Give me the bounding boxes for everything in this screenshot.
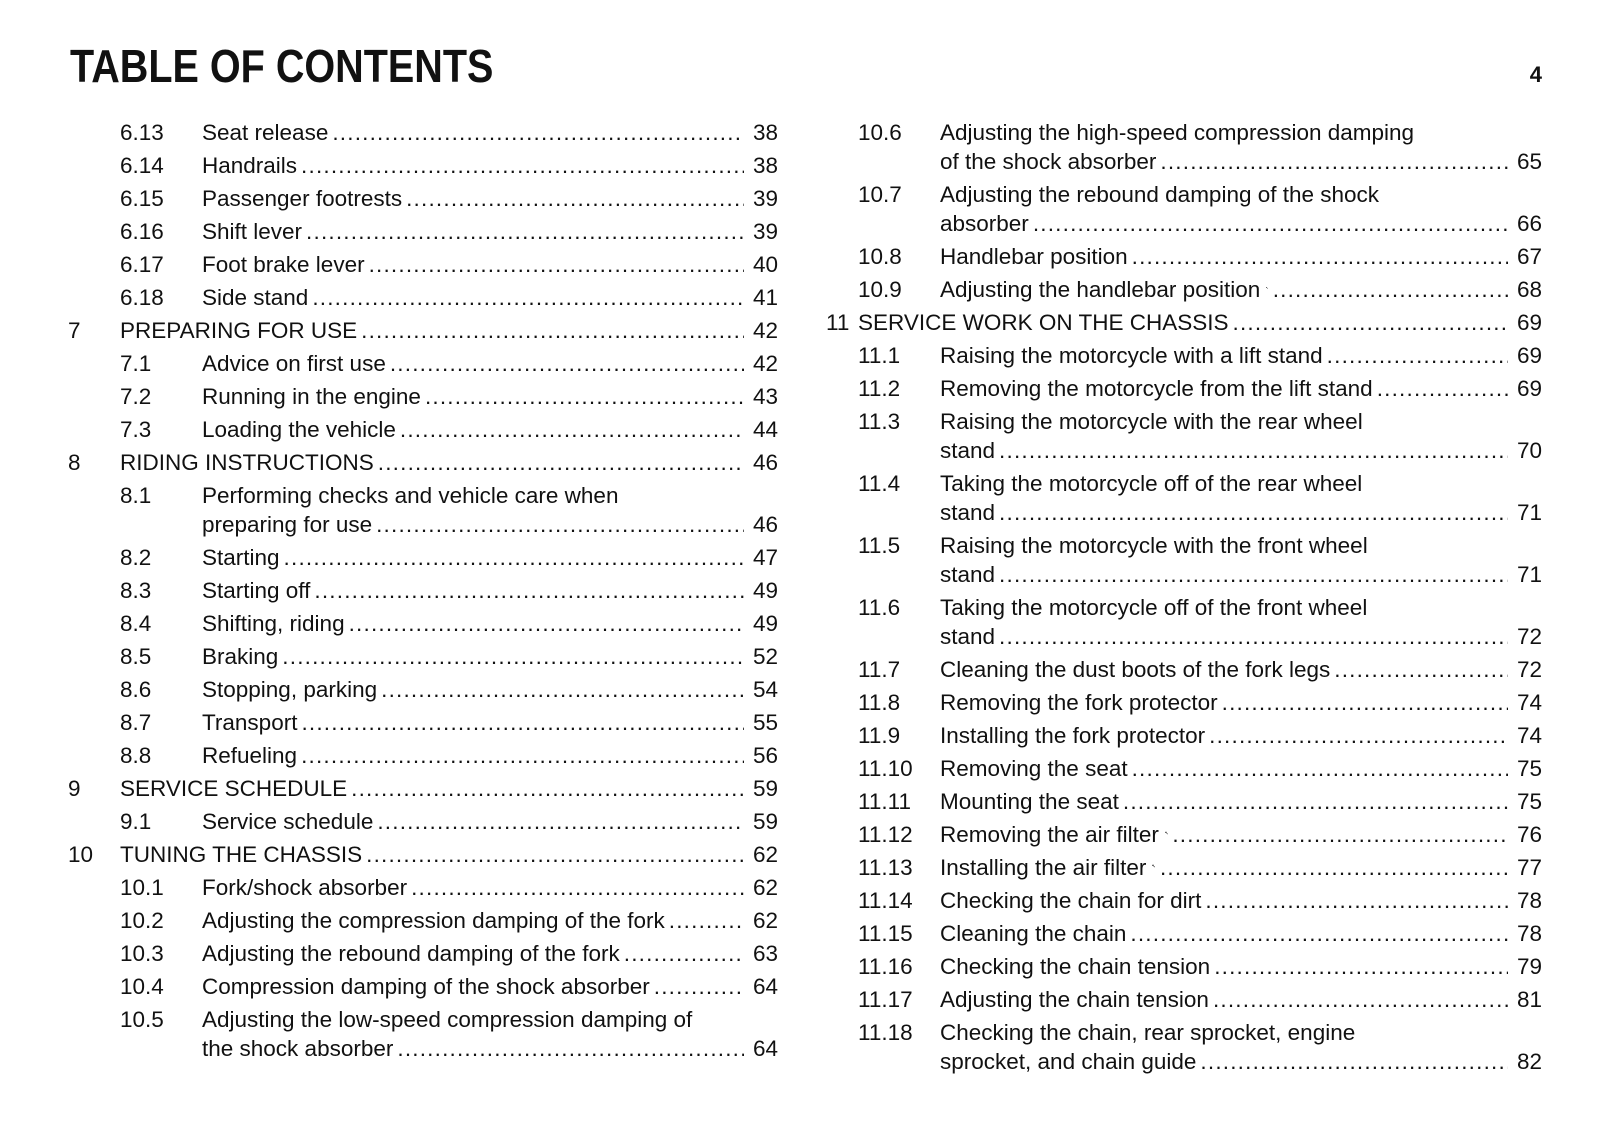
toc-entry-title: stand xyxy=(940,500,996,525)
toc-entry[interactable] xyxy=(826,308,1542,337)
toc-entry-number: 11.16 xyxy=(858,954,913,979)
toc-entry-number: 10.5 xyxy=(120,1007,164,1032)
toc-entry-number: 11.17 xyxy=(858,987,913,1012)
toc-entry[interactable] xyxy=(826,688,1542,717)
dot-leader xyxy=(369,250,744,279)
toc-entry-number: 11.11 xyxy=(858,789,911,814)
toc-entry-number: 10.1 xyxy=(120,875,164,900)
page-number: 4 xyxy=(1529,62,1542,87)
toc-entry-number: 8.7 xyxy=(120,710,152,735)
toc-entry-number: 8.6 xyxy=(120,677,152,702)
toc-entry-number: 11 xyxy=(826,310,850,335)
page-title: TABLE OF CONTENTS xyxy=(70,40,494,92)
toc-entry[interactable] xyxy=(826,985,1542,1014)
toc-entry-number: 7 xyxy=(68,318,81,343)
toc-entry[interactable] xyxy=(68,675,778,704)
toc-entry-number: 11.4 xyxy=(858,471,901,496)
toc-entry-number: 10.2 xyxy=(120,908,164,933)
toc-entry-title: the shock absorber xyxy=(202,1036,394,1061)
toc-entry-title: Starting xyxy=(202,545,280,570)
toc-entry-page: 69 xyxy=(1516,310,1542,335)
toc-entry-title: stand xyxy=(940,624,996,649)
toc-entry-page: 43 xyxy=(752,384,778,409)
toc-entry-page: 44 xyxy=(752,417,778,442)
toc-entry-number: 10.3 xyxy=(120,941,164,966)
toc-entry-page: 39 xyxy=(752,186,778,211)
toc-entry-title: stand xyxy=(940,562,996,587)
dot-leader xyxy=(654,972,744,1001)
toc-entry[interactable] xyxy=(68,576,778,605)
toc-entry-page: 42 xyxy=(752,318,778,343)
toc-entry[interactable] xyxy=(826,721,1542,750)
dot-leader xyxy=(284,543,744,572)
dot-leader xyxy=(1273,275,1508,304)
toc-entry-page: 66 xyxy=(1516,211,1542,236)
toc-entry-page: 40 xyxy=(752,252,778,277)
toc-entry-title: SERVICE SCHEDULE xyxy=(120,776,348,801)
toc-entry-page: 41 xyxy=(752,285,778,310)
toc-entry-page: 81 xyxy=(1516,987,1542,1012)
toc-entry-title: Foot brake lever xyxy=(202,252,365,277)
dot-leader xyxy=(306,217,744,246)
toc-entry[interactable] xyxy=(826,180,1542,238)
toc-entry-number: 8.4 xyxy=(120,611,152,636)
toc-entry-title: Refueling xyxy=(202,743,298,768)
dot-leader xyxy=(301,151,744,180)
toc-entry[interactable] xyxy=(68,873,778,902)
toc-entry-page: 68 xyxy=(1516,277,1542,302)
toc-entry[interactable] xyxy=(68,840,778,869)
toc-entry-title: Installing the fork protector xyxy=(940,723,1206,748)
dot-leader xyxy=(999,498,1508,527)
toc-entry[interactable] xyxy=(826,787,1542,816)
toc-entry-page: 82 xyxy=(1516,1049,1542,1074)
toc-entry[interactable] xyxy=(826,820,1542,849)
toc-entry-title: SERVICE WORK ON THE CHASSIS xyxy=(858,310,1229,335)
toc-entry[interactable] xyxy=(826,754,1542,783)
toc-entry[interactable] xyxy=(68,642,778,671)
toc-entry-title: Cleaning the chain xyxy=(940,921,1127,946)
toc-entry-page: 69 xyxy=(1516,343,1542,368)
toc-entry-title: Service schedule xyxy=(202,809,374,834)
toc-entry[interactable] xyxy=(826,374,1542,403)
toc-column-left xyxy=(68,118,778,1067)
dot-leader xyxy=(999,436,1508,465)
dot-leader xyxy=(411,873,744,902)
dot-leader xyxy=(381,675,744,704)
toc-entry-number: 11.18 xyxy=(858,1020,913,1045)
toc-entry-page: 46 xyxy=(752,512,778,537)
toc-entry-page: 77 xyxy=(1516,855,1542,880)
toc-entry-title: of the shock absorber xyxy=(940,149,1157,174)
dot-leader xyxy=(361,316,744,345)
toc-entry-page: 74 xyxy=(1516,690,1542,715)
toc-entry-number: 11.3 xyxy=(858,409,901,434)
toc-entry[interactable] xyxy=(68,448,778,477)
dot-leader xyxy=(366,840,744,869)
toc-entry-title: Transport xyxy=(202,710,298,735)
toc-entry-title: Removing the motorcycle from the lift stand xyxy=(940,376,1373,401)
dot-leader xyxy=(349,609,744,638)
dot-leader xyxy=(1222,688,1508,717)
toc-entry-number: 11.6 xyxy=(858,595,901,620)
dot-leader xyxy=(1200,1047,1508,1076)
toc-entry-title: Checking the chain for dirt xyxy=(940,888,1202,913)
toc-entry[interactable] xyxy=(68,283,778,312)
toc-entry-title: Removing the seat xyxy=(940,756,1128,781)
toc-entry-title: Passenger footrests xyxy=(202,186,403,211)
toc-entry[interactable] xyxy=(68,481,778,539)
toc-entry-number: 9.1 xyxy=(120,809,152,834)
toc-entry[interactable] xyxy=(68,118,778,147)
toc-entry-title: Raising the motorcycle with the front wheel xyxy=(940,533,1368,558)
toc-entry-title: Running in the engine xyxy=(202,384,421,409)
dot-leader xyxy=(397,1034,744,1063)
toc-entry[interactable] xyxy=(826,952,1542,981)
toc-entry-page: 49 xyxy=(752,611,778,636)
toc-entry-number: 6.13 xyxy=(120,120,164,145)
toc-entry-number: 8 xyxy=(68,450,81,475)
toc-entry-page: 49 xyxy=(752,578,778,603)
toc-entry-title: Cleaning the dust boots of the fork legs xyxy=(940,657,1331,682)
toc-entry-title: stand xyxy=(940,438,996,463)
toc-entry[interactable] xyxy=(826,853,1542,882)
dot-leader xyxy=(669,906,744,935)
toc-entry-title: Removing the fork protector xyxy=(940,690,1218,715)
toc-entry[interactable] xyxy=(826,1018,1542,1076)
toc-entry[interactable] xyxy=(68,807,778,836)
toc-entry-number: 11.7 xyxy=(858,657,901,682)
toc-entry[interactable] xyxy=(826,242,1542,271)
toc-entry-number: 10.8 xyxy=(858,244,902,269)
wrench-icon xyxy=(1266,279,1268,297)
toc-entry[interactable] xyxy=(68,1005,778,1063)
dot-leader xyxy=(624,939,744,968)
toc-entry-number: 7.3 xyxy=(120,417,152,442)
wrench-icon xyxy=(1165,824,1169,842)
toc-entry-number: 10 xyxy=(68,842,94,867)
toc-entry-page: 55 xyxy=(752,710,778,735)
toc-entry-page: 63 xyxy=(752,941,778,966)
toc-entry-title: Raising the motorcycle with a lift stand xyxy=(940,343,1323,368)
toc-entry-page: 54 xyxy=(752,677,778,702)
toc-entry-number: 6.17 xyxy=(120,252,164,277)
toc-entry-title: Shift lever xyxy=(202,219,303,244)
toc-entry-number: 11.14 xyxy=(858,888,913,913)
toc-entry[interactable] xyxy=(68,217,778,246)
toc-entry-title: Compression damping of the shock absorber xyxy=(202,974,650,999)
toc-entry[interactable] xyxy=(68,184,778,213)
toc-entry-number: 6.18 xyxy=(120,285,164,310)
dot-leader xyxy=(406,184,744,213)
toc-entry-number: 11.2 xyxy=(858,376,901,401)
toc-entry-title: Braking xyxy=(202,644,279,669)
dot-leader xyxy=(1327,341,1508,370)
toc-entry-number: 7.2 xyxy=(120,384,152,409)
toc-entry[interactable] xyxy=(68,939,778,968)
toc-entry-number: 11.9 xyxy=(858,723,901,748)
toc-entry[interactable] xyxy=(68,415,778,444)
dot-leader xyxy=(1172,820,1508,849)
dot-leader xyxy=(376,510,744,539)
toc-entry-page: 56 xyxy=(752,743,778,768)
toc-entry-title: preparing for use xyxy=(202,512,373,537)
toc-entry-page: 70 xyxy=(1516,438,1542,463)
toc-entry-page: 39 xyxy=(752,219,778,244)
dot-leader xyxy=(301,708,744,737)
dot-leader xyxy=(1160,853,1508,882)
toc-entry[interactable] xyxy=(68,609,778,638)
dot-leader xyxy=(312,283,744,312)
dot-leader xyxy=(1377,374,1508,403)
toc-entry-page: 62 xyxy=(752,908,778,933)
toc-entry-page: 42 xyxy=(752,351,778,376)
dot-leader xyxy=(1033,209,1508,238)
toc-entry-title: Adjusting the compression damping of the fork xyxy=(202,908,665,933)
toc-entry-page: 72 xyxy=(1516,624,1542,649)
toc-entry[interactable] xyxy=(826,341,1542,370)
toc-entry-title: Adjusting the rebound damping of the shock xyxy=(940,182,1380,207)
toc-entry-title: sprocket, and chain guide xyxy=(940,1049,1197,1074)
toc-entry-number: 6.16 xyxy=(120,219,164,244)
dot-leader xyxy=(1205,886,1508,915)
toc-entry[interactable] xyxy=(826,407,1542,465)
toc-entry-page: 64 xyxy=(752,974,778,999)
toc-entry-page: 75 xyxy=(1516,756,1542,781)
toc-entry[interactable] xyxy=(68,972,778,1001)
dot-leader xyxy=(999,560,1508,589)
toc-entry-page: 69 xyxy=(1516,376,1542,401)
dot-leader xyxy=(378,448,744,477)
toc-entry[interactable] xyxy=(68,382,778,411)
dot-leader xyxy=(351,774,744,803)
dot-leader xyxy=(1213,985,1508,1014)
toc-entry-page: 65 xyxy=(1516,149,1542,174)
dot-leader xyxy=(332,118,744,147)
toc-entry-title: Adjusting the high-speed compression damping xyxy=(940,120,1415,145)
toc-entry-number: 10.6 xyxy=(858,120,902,145)
toc-entry-page: 62 xyxy=(752,842,778,867)
toc-entry-title: Advice on first use xyxy=(202,351,386,376)
toc-entry-number: 10.4 xyxy=(120,974,164,999)
toc-entry-title: Installing the air filter xyxy=(940,855,1147,880)
toc-entry[interactable] xyxy=(826,919,1542,948)
toc-entry-title: PREPARING FOR USE xyxy=(120,318,358,343)
toc-entry-number: 11.1 xyxy=(858,343,901,368)
toc-entry-page: 76 xyxy=(1516,822,1542,847)
toc-entry-page: 62 xyxy=(752,875,778,900)
toc-entry-page: 75 xyxy=(1516,789,1542,814)
toc-entry-number: 6.14 xyxy=(120,153,164,178)
dot-leader xyxy=(1132,242,1508,271)
dot-leader xyxy=(1233,308,1509,337)
toc-entry-page: 38 xyxy=(752,153,778,178)
toc-entry-title: Stopping, parking xyxy=(202,677,378,702)
dot-leader xyxy=(999,622,1508,651)
toc-entry[interactable] xyxy=(826,655,1542,684)
toc-entry-number: 11.13 xyxy=(858,855,913,880)
toc-entry[interactable] xyxy=(826,469,1542,527)
toc-entry-number: 8.8 xyxy=(120,743,152,768)
toc-entry-page: 59 xyxy=(752,809,778,834)
toc-entry-title: Checking the chain, rear sprocket, engine xyxy=(940,1020,1356,1045)
toc-entry-number: 10.9 xyxy=(858,277,902,302)
toc-entry[interactable] xyxy=(68,906,778,935)
toc-entry[interactable] xyxy=(826,593,1542,651)
toc-entry-page: 78 xyxy=(1516,921,1542,946)
toc-entry-page: 79 xyxy=(1516,954,1542,979)
dot-leader xyxy=(425,382,744,411)
toc-entry-title: Handrails xyxy=(202,153,298,178)
toc-entry[interactable] xyxy=(68,708,778,737)
toc-entry-number: 8.1 xyxy=(120,483,152,508)
toc-entry-number: 11.10 xyxy=(858,756,913,781)
toc-entry[interactable] xyxy=(68,349,778,378)
toc-entry-title: Loading the vehicle xyxy=(202,417,396,442)
toc-entry-page: 67 xyxy=(1516,244,1542,269)
toc-entry-title: Adjusting the rebound damping of the fork xyxy=(202,941,620,966)
toc-entry-title: Adjusting the low-speed compression damping of xyxy=(202,1007,693,1032)
toc-entry-title: Fork/shock absorber xyxy=(202,875,408,900)
dot-leader xyxy=(314,576,744,605)
toc-entry-page: 74 xyxy=(1516,723,1542,748)
dot-leader xyxy=(1209,721,1508,750)
toc-entry-page: 78 xyxy=(1516,888,1542,913)
dot-leader xyxy=(390,349,744,378)
toc-entry-number: 8.3 xyxy=(120,578,152,603)
toc-entry[interactable] xyxy=(68,316,778,345)
toc-entry-number: 8.5 xyxy=(120,644,152,669)
toc-entry-page: 46 xyxy=(752,450,778,475)
dot-leader xyxy=(1334,655,1508,684)
toc-entry-number: 9 xyxy=(68,776,81,801)
toc-entry-page: 59 xyxy=(752,776,778,801)
toc-entry-number: 7.1 xyxy=(120,351,152,376)
dot-leader xyxy=(377,807,744,836)
toc-entry-number: 6.15 xyxy=(120,186,164,211)
dot-leader xyxy=(1214,952,1508,981)
toc-column-right xyxy=(826,118,1542,1080)
toc-entry-page: 38 xyxy=(752,120,778,145)
toc-entry-title: Taking the motorcycle off of the front wheel xyxy=(940,595,1368,620)
toc-entry-page: 71 xyxy=(1516,500,1542,525)
toc-entry[interactable] xyxy=(826,118,1542,176)
toc-entry[interactable] xyxy=(68,741,778,770)
dot-leader xyxy=(1160,147,1508,176)
toc-entry[interactable] xyxy=(68,151,778,180)
toc-entry-number: 8.2 xyxy=(120,545,152,570)
toc-entry-title: Shifting, riding xyxy=(202,611,345,636)
toc-entry[interactable] xyxy=(68,250,778,279)
toc-entry[interactable] xyxy=(826,886,1542,915)
dot-leader xyxy=(282,642,744,671)
toc-entry-title: Adjusting the handlebar position xyxy=(940,277,1261,302)
toc-entry-number: 11.8 xyxy=(858,690,901,715)
toc-entry-title: Adjusting the chain tension xyxy=(940,987,1209,1012)
toc-entry-title: Performing checks and vehicle care when xyxy=(202,483,619,508)
toc-entry[interactable] xyxy=(826,531,1542,589)
toc-entry-page: 71 xyxy=(1516,562,1542,587)
toc-entry-page: 64 xyxy=(752,1036,778,1061)
toc-entry-number: 11.5 xyxy=(858,533,901,558)
toc-entry-number: 10.7 xyxy=(858,182,902,207)
toc-entry-title: RIDING INSTRUCTIONS xyxy=(120,450,374,475)
toc-entry[interactable] xyxy=(826,275,1542,304)
toc-entry-page: 47 xyxy=(752,545,778,570)
dot-leader xyxy=(1123,787,1508,816)
toc-entry-title: Taking the motorcycle off of the rear wheel xyxy=(940,471,1363,496)
toc-entry-page: 52 xyxy=(752,644,778,669)
toc-entry-title: Checking the chain tension xyxy=(940,954,1211,979)
toc-entry-title: Starting off xyxy=(202,578,311,603)
toc-entry-title: Removing the air filter xyxy=(940,822,1159,847)
toc-entry-title: TUNING THE CHASSIS xyxy=(120,842,363,867)
toc-entry-title: Side stand xyxy=(202,285,309,310)
dot-leader xyxy=(1132,754,1508,783)
dot-leader xyxy=(1130,919,1508,948)
toc-entry-number: 11.15 xyxy=(858,921,913,946)
toc-entry-page: 72 xyxy=(1516,657,1542,682)
toc-entry-title: Mounting the seat xyxy=(940,789,1119,814)
toc-entry-title: Handlebar position xyxy=(940,244,1128,269)
toc-entry-number: 11.12 xyxy=(858,822,913,847)
toc-entry[interactable] xyxy=(68,774,778,803)
toc-entry[interactable] xyxy=(68,543,778,572)
toc-entry-title: Raising the motorcycle with the rear wheel xyxy=(940,409,1363,434)
dot-leader xyxy=(301,741,744,770)
wrench-icon xyxy=(1152,857,1156,875)
toc-entry-title: Seat release xyxy=(202,120,329,145)
dot-leader xyxy=(400,415,744,444)
toc-entry-title: absorber xyxy=(940,211,1029,236)
